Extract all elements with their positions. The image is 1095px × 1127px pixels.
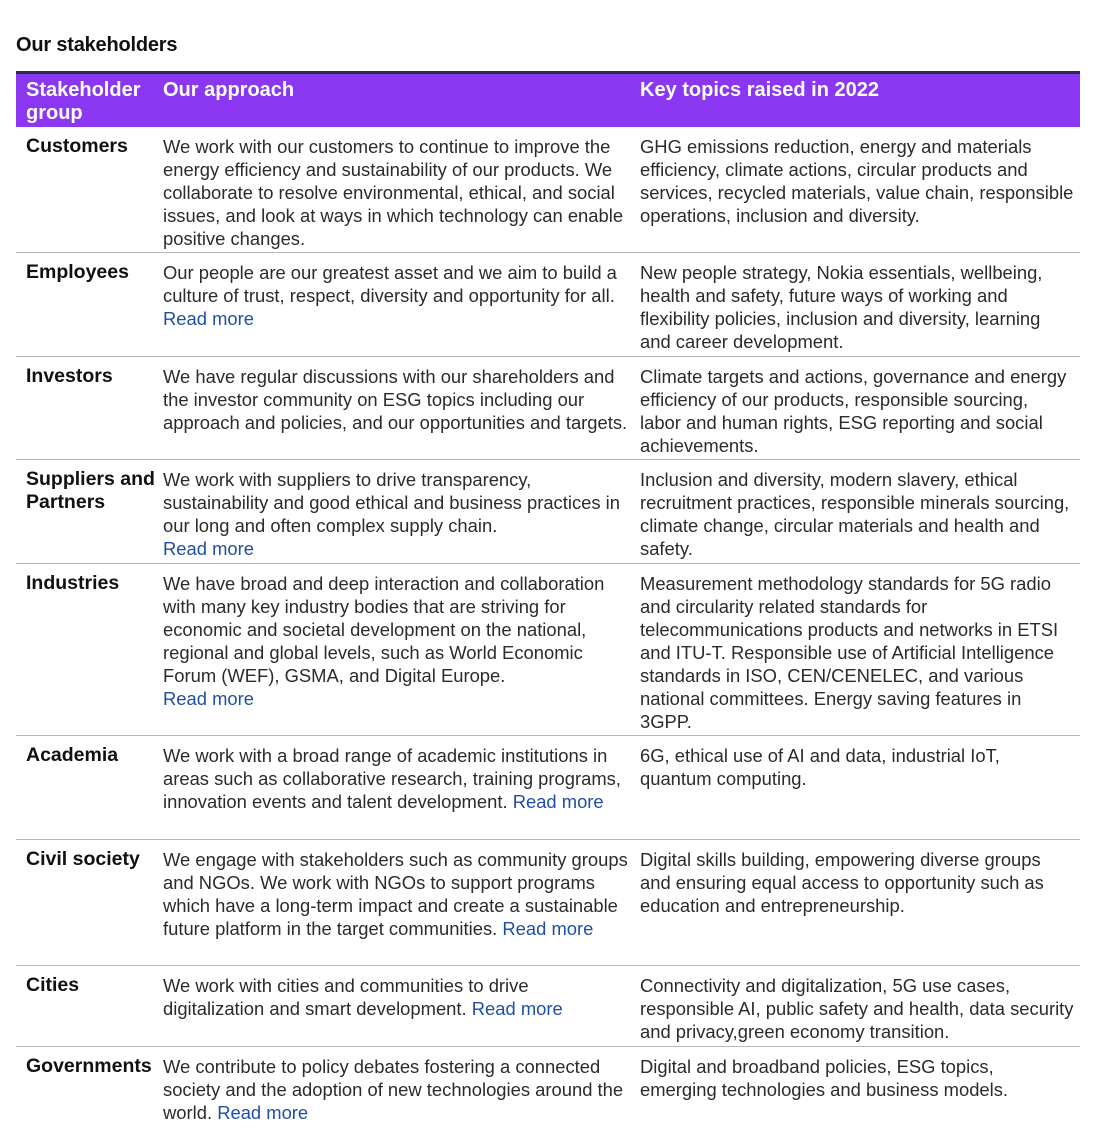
header-our-approach: Our approach [163,79,295,101]
header-stakeholder-group: Stakeholder group [26,79,141,124]
stakeholder-group: Suppliers and Partners [26,468,155,513]
stakeholder-group: Investors [26,365,113,387]
header-key-topics: Key topics raised in 2022 [640,79,880,101]
page-title: Our stakeholders [16,34,178,56]
approach-text: We work with our customers to continue to improve the energy efficiency and sustainability of our products. We collaborate to resolve environmental, ethical, and social issues, and look at ways in which technology can enable positive changes. [163,136,624,249]
table-row [16,253,1080,357]
approach-cell [163,840,640,965]
stakeholder-group: Governments [26,1055,152,1077]
approach-text: We have regular discussions with our shareholders and the investor community on ESG topics including our approach and policies, and our opportunities and targets. [163,366,628,433]
topics-cell: New people strategy, Nokia essentials, wellbeing, health and safety, future ways of working and flexibility policies, inclusion and diversity, learning and career development. [640,262,1043,352]
approach-cell [163,1047,640,1127]
approach-text: We work with suppliers to drive transparency, sustainability and good ethical and business practices in our long and often complex supply chain. [163,469,620,536]
table-row [16,127,1080,253]
table-row [16,1047,1080,1127]
topics-cell: Digital and broadband policies, ESG topics, emerging technologies and business models. [640,1056,1009,1100]
topics-cell: Climate targets and actions, governance and energy efficiency of our products, responsible sourcing, labor and human rights, ESG reporting and social achievements. [640,366,1067,456]
approach-text: We contribute to policy debates fostering a connected society and the adoption of new technologies around the world. [163,1056,624,1123]
approach-text: We engage with stakeholders such as community groups and NGOs. We work with NGOs to support programs which have a long-term impact and create a sustainable future platform in the target communities. [163,849,628,939]
stakeholders-table [16,71,1080,1127]
table-header [16,71,1080,127]
topics-cell: GHG emissions reduction, energy and materials efficiency, climate actions, circular products and services, recycled materials, value chain, responsible operations, inclusion and diversity. [640,136,1074,226]
stakeholder-group: Employees [26,261,129,283]
approach-text: We have broad and deep interaction and collaboration with many key industry bodies that are striving for economic and societal development on the national, regional and global levels, such as World Economic Forum (WEF), GSMA, and Digital Europe. [163,573,605,686]
approach-cell [163,564,640,735]
approach-cell [163,736,640,839]
topics-cell: Connectivity and digitalization, 5G use cases, responsible AI, public safety and health, data security and privacy,green economy transition. [640,975,1074,1042]
approach-cell [163,127,640,252]
approach-text: Our people are our greatest asset and we aim to build a culture of trust, respect, diversity and opportunity for all. [163,262,617,306]
read-more-link[interactable]: Read more [163,308,254,329]
approach-cell [163,966,640,1046]
table-row [16,736,1080,840]
topics-cell: Measurement methodology standards for 5G radio and circularity related standards for telecommunications products and networks in ETSI and ITU-T. Responsible use of Artificial Intelligence standards in ISO, CEN/CENELEC, and various national committees. Energy saving features in 3GPP. [640,573,1059,732]
table-row [16,840,1080,966]
topics-cell: Inclusion and diversity, modern slavery, ethical recruitment practices, responsible minerals sourcing, climate change, circular materials and health and safety. [640,469,1070,559]
read-more-link[interactable]: Read more [217,1102,309,1123]
read-more-link[interactable]: Read more [163,538,254,559]
table-row [16,460,1080,564]
stakeholder-group: Civil society [26,848,140,870]
read-more-link[interactable]: Read more [502,918,594,939]
read-more-link[interactable]: Read more [512,791,604,812]
read-more-link[interactable]: Read more [163,688,254,709]
stakeholder-group: Cities [26,974,80,996]
stakeholder-group: Customers [26,135,128,157]
stakeholder-group: Academia [26,744,119,766]
approach-text: We work with a broad range of academic institutions in areas such as collaborative research, training programs, innovation events and talent development. [163,745,621,812]
table-row [16,966,1080,1047]
approach-text: We work with cities and communities to drive digitalization and smart development. [163,975,529,1019]
approach-cell [163,253,640,356]
approach-cell [163,357,640,459]
table-row [16,564,1080,736]
stakeholder-group: Industries [26,572,120,594]
read-more-link[interactable]: Read more [471,998,563,1019]
table-row [16,357,1080,460]
topics-cell: Digital skills building, empowering diverse groups and ensuring equal access to opportunity such as education and entrepreneurship. [640,849,1044,916]
approach-cell [163,460,640,563]
topics-cell: 6G, ethical use of AI and data, industrial IoT, quantum computing. [640,745,1000,789]
